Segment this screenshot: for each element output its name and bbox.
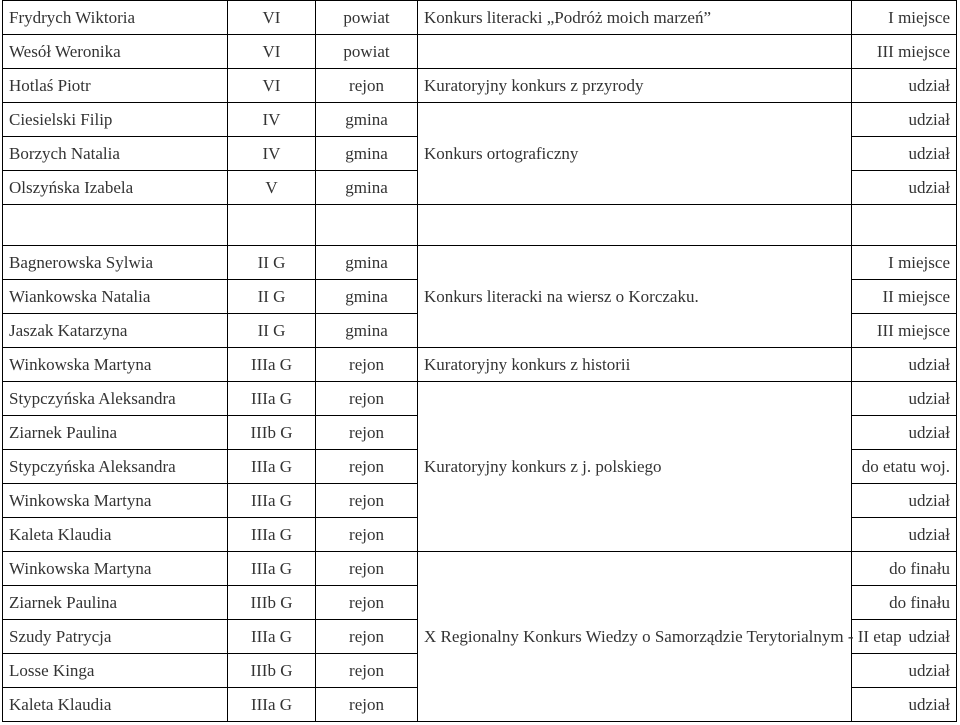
student-name: Winkowska Martyna — [3, 348, 228, 382]
class-cell: IV — [228, 103, 316, 137]
class-cell: IIIa G — [228, 620, 316, 654]
class-cell: VI — [228, 69, 316, 103]
competition-cell: Kuratoryjny konkurs z j. polskiego — [418, 382, 852, 552]
level-cell: rejon — [316, 416, 418, 450]
class-cell: IIIa G — [228, 484, 316, 518]
class-cell: IV — [228, 137, 316, 171]
class-cell: IIIb G — [228, 654, 316, 688]
class-cell: IIIa G — [228, 382, 316, 416]
competition-cell: X Regionalny Konkurs Wiedzy o Samorządzie Terytorialnym - II etap — [418, 552, 852, 722]
empty-cell — [228, 205, 316, 246]
result-cell: udział — [852, 348, 957, 382]
empty-cell — [852, 205, 957, 246]
student-name: Winkowska Martyna — [3, 484, 228, 518]
competition-cell: Konkurs literacki na wiersz o Korczaku. — [418, 246, 852, 348]
class-cell: VI — [228, 1, 316, 35]
class-cell: II G — [228, 246, 316, 280]
level-cell: rejon — [316, 688, 418, 722]
table-row — [3, 1, 957, 35]
student-name: Ziarnek Paulina — [3, 586, 228, 620]
class-cell: IIIa G — [228, 450, 316, 484]
result-cell: III miejsce — [852, 314, 957, 348]
result-cell: I miejsce — [852, 246, 957, 280]
result-cell: udział — [852, 137, 957, 171]
class-cell: II G — [228, 280, 316, 314]
student-name: Ziarnek Paulina — [3, 416, 228, 450]
level-cell: rejon — [316, 518, 418, 552]
result-cell: udział — [852, 69, 957, 103]
result-cell: I miejsce — [852, 1, 957, 35]
level-cell: gmina — [316, 280, 418, 314]
student-name: Bagnerowska Sylwia — [3, 246, 228, 280]
class-cell: IIIa G — [228, 688, 316, 722]
result-cell: udział — [852, 688, 957, 722]
level-cell: rejon — [316, 552, 418, 586]
result-cell: III miejsce — [852, 35, 957, 69]
table-row — [3, 35, 957, 69]
result-cell: II miejsce — [852, 280, 957, 314]
level-cell: gmina — [316, 314, 418, 348]
student-name: Wesół Weronika — [3, 35, 228, 69]
level-cell: rejon — [316, 348, 418, 382]
result-cell: udział — [852, 103, 957, 137]
student-name: Olszyńska Izabela — [3, 171, 228, 205]
table-row — [3, 552, 957, 586]
student-name: Winkowska Martyna — [3, 552, 228, 586]
student-name: Hotlaś Piotr — [3, 69, 228, 103]
result-cell: do etatu woj. — [852, 450, 957, 484]
table-row — [3, 382, 957, 416]
empty-cell — [418, 205, 852, 246]
result-cell: udział — [852, 484, 957, 518]
student-name: Stypczyńska Aleksandra — [3, 450, 228, 484]
empty-cell — [316, 205, 418, 246]
table-row — [3, 348, 957, 382]
level-cell: rejon — [316, 382, 418, 416]
empty-row — [3, 205, 957, 246]
level-cell: gmina — [316, 246, 418, 280]
class-cell: IIIb G — [228, 586, 316, 620]
results-table — [2, 0, 957, 722]
student-name: Kaleta Klaudia — [3, 518, 228, 552]
level-cell: powiat — [316, 35, 418, 69]
result-cell: udział — [852, 654, 957, 688]
result-cell: do finału — [852, 552, 957, 586]
level-cell: rejon — [316, 484, 418, 518]
result-cell: udział — [852, 518, 957, 552]
student-name: Kaleta Klaudia — [3, 688, 228, 722]
class-cell: IIIa G — [228, 552, 316, 586]
class-cell: II G — [228, 314, 316, 348]
competition-cell: Konkurs ortograficzny — [418, 103, 852, 205]
student-name: Jaszak Katarzyna — [3, 314, 228, 348]
level-cell: gmina — [316, 171, 418, 205]
class-cell: IIIb G — [228, 416, 316, 450]
class-cell: IIIa G — [228, 518, 316, 552]
student-name: Frydrych Wiktoria — [3, 1, 228, 35]
level-cell: gmina — [316, 137, 418, 171]
result-cell: udział — [852, 620, 957, 654]
competition-cell: Konkurs literacki „Podróż moich marzeń” — [418, 1, 852, 35]
result-cell: udział — [852, 416, 957, 450]
table-row — [3, 103, 957, 137]
student-name: Ciesielski Filip — [3, 103, 228, 137]
class-cell: V — [228, 171, 316, 205]
result-cell: do finału — [852, 586, 957, 620]
student-name: Szudy Patrycja — [3, 620, 228, 654]
competition-cell: Kuratoryjny konkurs z historii — [418, 348, 852, 382]
level-cell: rejon — [316, 654, 418, 688]
table-row — [3, 246, 957, 280]
class-cell: VI — [228, 35, 316, 69]
student-name: Wiankowska Natalia — [3, 280, 228, 314]
competition-cell — [418, 35, 852, 69]
level-cell: rejon — [316, 69, 418, 103]
student-name: Stypczyńska Aleksandra — [3, 382, 228, 416]
student-name: Losse Kinga — [3, 654, 228, 688]
result-cell: udział — [852, 382, 957, 416]
competition-cell: Kuratoryjny konkurs z przyrody — [418, 69, 852, 103]
table-row — [3, 69, 957, 103]
class-cell: IIIa G — [228, 348, 316, 382]
result-cell: udział — [852, 171, 957, 205]
level-cell: rejon — [316, 586, 418, 620]
level-cell: rejon — [316, 450, 418, 484]
level-cell: rejon — [316, 620, 418, 654]
level-cell: gmina — [316, 103, 418, 137]
empty-cell — [3, 205, 228, 246]
level-cell: powiat — [316, 1, 418, 35]
student-name: Borzych Natalia — [3, 137, 228, 171]
